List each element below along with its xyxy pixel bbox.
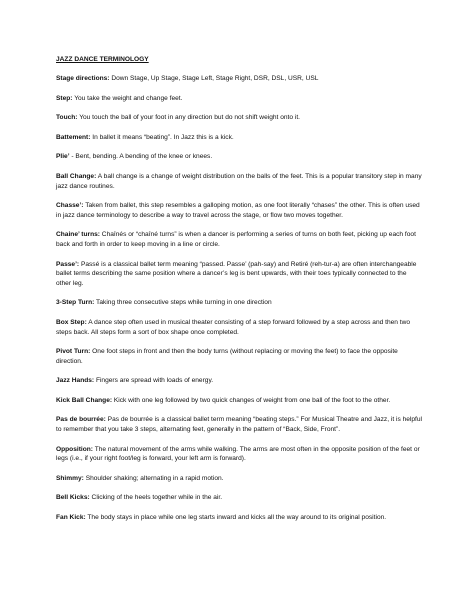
entry-definition: The body stays in place while one leg starts inward and kicks all the way around to its original position. bbox=[85, 514, 387, 522]
entry-definition: Pas de bourrée is a classical ballet term meaning “beating steps.” For Musical Theatre and Jazz, it is helpful to remember that you take 3 steps, alternating feet, generally in the pattern of “Back, Side, Front”. bbox=[56, 416, 423, 434]
entry-box-step bbox=[56, 318, 422, 337]
entry-term: Battement: bbox=[56, 133, 91, 141]
entry-definition: Taken from ballet, this step resembles a galloping motion, as one foot literally “chases” the other. This is often used in jazz dance terminology to describe a way to travel across the stage, or flow two moves together. bbox=[56, 202, 420, 219]
entry-battement bbox=[56, 133, 422, 143]
entry-definition: Fingers are spread with loads of energy. bbox=[94, 377, 214, 385]
entry-passe bbox=[56, 260, 422, 289]
entry-jazz-hands bbox=[56, 376, 422, 386]
entry-definition: - Bent, bending. A bending of the knee or knees. bbox=[69, 153, 213, 161]
entry-term: Ball Change: bbox=[56, 172, 97, 180]
entry-definition: You take the weight and change feet. bbox=[72, 94, 183, 102]
entry-term: Fan Kick: bbox=[56, 514, 86, 522]
entry-definition: One foot steps in front and then the body turns (without replacing or moving the feet) to face the opposite direction. bbox=[56, 348, 398, 365]
entry-term: Pivot Turn: bbox=[56, 348, 91, 356]
entry-term: Kick Ball Change: bbox=[56, 396, 113, 404]
entry-shimmy bbox=[56, 474, 422, 484]
entry-term: Touch: bbox=[56, 114, 78, 122]
entry-opposition bbox=[56, 445, 422, 464]
entry-definition: A dance step often used in musical theater consisting of a step forward followed by a step across and then two steps back. All steps form a sort of box shape once completed. bbox=[56, 318, 411, 336]
entry-plie bbox=[56, 152, 422, 162]
entry-term: Plie’ bbox=[56, 153, 70, 161]
entry-kick-ball-change bbox=[56, 396, 422, 406]
entry-term: 3-Step Turn: bbox=[56, 299, 95, 307]
entry-fan-kick bbox=[56, 513, 422, 523]
entry-definition: Down Stage, Up Stage, Stage Left, Stage Right, DSR, DSL, USR, USL bbox=[109, 75, 319, 82]
entry-ball-change bbox=[56, 172, 422, 191]
entry-term: Chaine’ turns: bbox=[56, 231, 100, 239]
entry-chaine-turns bbox=[56, 230, 422, 249]
entry-term: Stage directions: bbox=[56, 75, 110, 82]
entry-touch bbox=[56, 113, 422, 123]
entry-definition: A ball change is a change of weight distribution on the balls of the feet. This is a popular transitory step in many jazz dance routines. bbox=[56, 172, 422, 190]
entry-bell-kicks bbox=[56, 493, 422, 503]
entry-pas-de-bourree bbox=[56, 415, 422, 434]
entry-definition: Shoulder shaking; alternating in a rapid motion. bbox=[83, 474, 224, 482]
entry-term: Bell Kicks: bbox=[56, 494, 90, 502]
entry-step bbox=[56, 94, 422, 104]
entry-stage-directions bbox=[56, 74, 422, 84]
entry-definition: Kick with one leg followed by two quick changes of weight from one ball of the foot to the other. bbox=[112, 396, 391, 404]
entry-definition: The natural movement of the arms while walking. The arms are most often in the opposite position of the feet or legs (i.e., if your right foot/leg is forward, your left arm is forward). bbox=[56, 445, 420, 463]
entry-definition: In ballet it means “beating”. In Jazz this is a kick. bbox=[90, 133, 234, 141]
entry-term: Box Step: bbox=[56, 318, 87, 326]
document-title: JAZZ DANCE TERMINOLOGY bbox=[56, 56, 149, 63]
entry-term: Chasse’: bbox=[56, 202, 84, 210]
entry-definition: You touch the ball of your foot in any direction but do not shift weight onto it. bbox=[77, 114, 300, 122]
entry-definition: Passé is a classical ballet term meaning “passed. Passe’ (pah-say) and Retiré (reh-tur-a) are often interchangeable ballet terms describing the same position where a dancer’s leg is bent upwards, with their toes typically connected to the other leg. bbox=[56, 260, 417, 287]
document-body bbox=[56, 55, 422, 533]
entry-term: Passe’: bbox=[56, 260, 80, 268]
entry-pivot-turn bbox=[56, 347, 422, 366]
entry-definition: Taking three consecutive steps while turning in one direction bbox=[94, 299, 272, 307]
entry-term: Jazz Hands: bbox=[56, 377, 95, 385]
entry-term: Shimmy: bbox=[56, 474, 84, 482]
entry-term: Step: bbox=[56, 94, 73, 102]
entry-chasse bbox=[56, 201, 422, 220]
entry-definition: Chaînés or “chaîné turns” is when a dancer is performing a series of turns on both feet, picking up each foot back and forth in order to keep moving in a line or circle. bbox=[56, 231, 416, 248]
entry-3-step-turn bbox=[56, 298, 422, 308]
entry-term: Opposition: bbox=[56, 445, 93, 453]
entry-term: Pas de bourrée: bbox=[56, 416, 106, 424]
entry-definition: Clicking of the heels together while in the air. bbox=[89, 494, 223, 502]
